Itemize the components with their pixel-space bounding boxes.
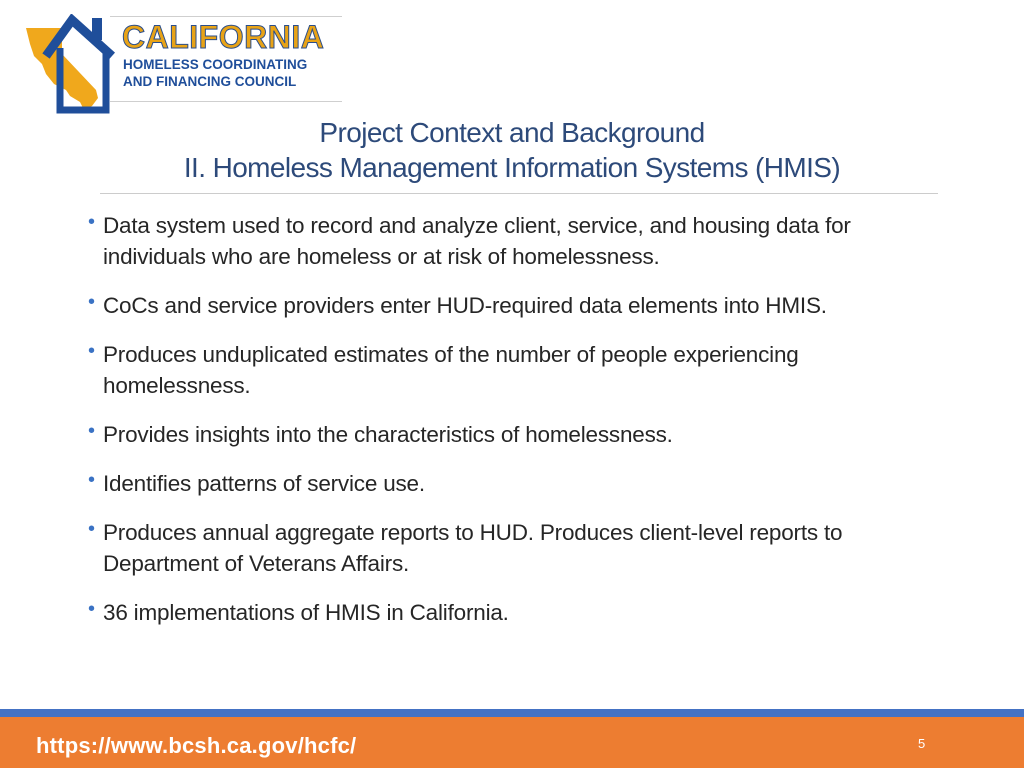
bullet-marker: • bbox=[88, 518, 95, 540]
bullet-text: Data system used to record and analyze client, service, and housing data for individuals who are homeless or at risk of homelessness. bbox=[103, 213, 851, 269]
bullet-marker: • bbox=[88, 340, 95, 362]
bullet-marker: • bbox=[88, 211, 95, 233]
bullet-item bbox=[88, 419, 948, 450]
bullet-item bbox=[88, 517, 948, 579]
title-divider bbox=[100, 193, 938, 194]
bullet-text: Identifies patterns of service use. bbox=[103, 471, 425, 496]
slide-subtitle: II. Homeless Management Information Systems (HMIS) bbox=[183, 152, 841, 183]
california-house-logo-icon bbox=[22, 14, 122, 114]
bullet-item bbox=[88, 468, 948, 499]
footer-stripe bbox=[0, 709, 1024, 717]
bullet-list bbox=[88, 210, 948, 646]
slide-title: Project Context and Background bbox=[319, 117, 705, 148]
bullet-marker: • bbox=[88, 598, 95, 620]
bullet-text: 36 implementations of HMIS in California. bbox=[103, 600, 509, 625]
bullet-item bbox=[88, 339, 948, 401]
logo-name-line2: HOMELESS COORDINATING bbox=[123, 57, 308, 72]
bullet-marker: • bbox=[88, 469, 95, 491]
bullet-text: Produces unduplicated estimates of the number of people experiencing homelessness. bbox=[103, 342, 799, 398]
bullet-item bbox=[88, 290, 948, 321]
bullet-text: Produces annual aggregate reports to HUD. Produces client-level reports to Department of Veterans Affairs. bbox=[103, 520, 843, 576]
bullet-item bbox=[88, 210, 948, 272]
bullet-item bbox=[88, 597, 948, 628]
bullet-text: Provides insights into the characteristics of homelessness. bbox=[103, 422, 673, 447]
logo-name-california: CALIFORNIA bbox=[122, 19, 325, 55]
logo-name-line3: AND FINANCING COUNCIL bbox=[123, 74, 297, 89]
logo bbox=[22, 14, 325, 114]
bullet-text: CoCs and service providers enter HUD-required data elements into HMIS. bbox=[103, 293, 827, 318]
page-number: 5 bbox=[918, 736, 926, 751]
footer-url-link[interactable]: https://www.bcsh.ca.gov/hcfc/ bbox=[36, 733, 357, 758]
bullet-marker: • bbox=[88, 291, 95, 313]
bullet-marker: • bbox=[88, 420, 95, 442]
